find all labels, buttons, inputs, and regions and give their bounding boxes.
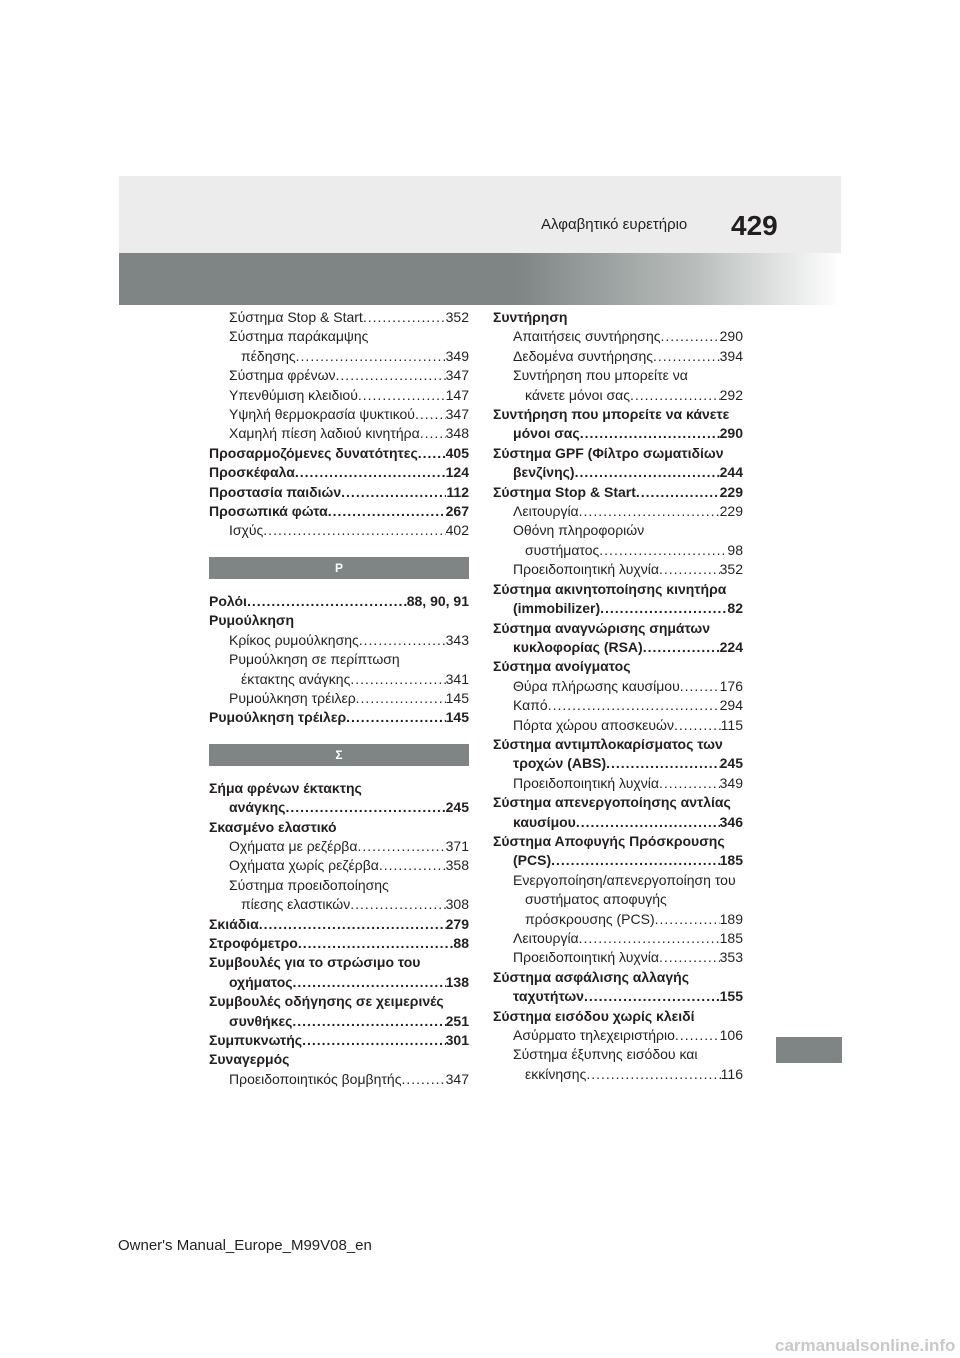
entry-text: Σύστημα Stop & Start: [229, 309, 363, 325]
page-reference[interactable]: 106: [719, 1027, 743, 1044]
page-reference[interactable]: 98: [727, 541, 743, 558]
index-entry-heading: [209, 876, 469, 895]
index-entry[interactable]: [493, 463, 743, 482]
index-entry[interactable]: [209, 347, 469, 366]
dot-leader: [350, 670, 445, 689]
entry-text: Σύστημα παράκαμψης: [229, 328, 369, 345]
index-entry[interactable]: [209, 444, 469, 463]
index-entry-heading: [493, 735, 743, 754]
section-title: Αλφαβητικό ευρετήριο: [541, 216, 688, 233]
index-entry-heading: [209, 611, 469, 630]
index-entry[interactable]: [493, 424, 743, 443]
index-entry[interactable]: [493, 541, 743, 560]
dot-leader: [341, 483, 446, 502]
entry-text: Προειδοποιητικός βομβητής: [229, 1070, 402, 1087]
dot-leader: [247, 592, 407, 611]
page-reference[interactable]: 176: [719, 677, 743, 694]
dot-leader: [350, 895, 445, 914]
dot-leader: [548, 696, 720, 715]
index-entry[interactable]: [493, 754, 743, 773]
dot-leader: [415, 405, 446, 424]
index-entry[interactable]: [493, 1026, 743, 1045]
index-entry-heading: [493, 308, 743, 327]
page-reference[interactable]: 308: [445, 896, 469, 913]
dot-leader: [418, 444, 446, 463]
index-entry-heading: [209, 327, 469, 346]
index-entry[interactable]: [209, 708, 469, 727]
index-entry[interactable]: [209, 592, 469, 611]
entry-text: Οχήματα χωρίς ρεζέρβα: [229, 857, 379, 874]
entry-text: Οθόνη πληροφοριών: [513, 522, 645, 539]
page-reference[interactable]: 352: [719, 561, 743, 578]
index-entry-heading: [209, 953, 469, 972]
entry-text: έκτακτης ανάγκης: [241, 670, 351, 687]
chapter-side-tab[interactable]: [776, 1037, 842, 1063]
page-reference[interactable]: 352: [445, 309, 469, 325]
index-entry-heading: [493, 619, 743, 638]
entry-text: Προειδοποιητική λυχνία: [513, 949, 659, 966]
dot-leader: [636, 483, 720, 502]
index-entry-heading: [493, 968, 743, 987]
entry-text: τροχών (ABS): [513, 755, 607, 772]
entry-text: Σύστημα ανοίγματος: [493, 658, 631, 675]
entry-text: μόνοι σας: [513, 425, 580, 442]
index-column-left: [209, 308, 469, 1089]
index-entry[interactable]: [209, 502, 469, 521]
entry-text: Στροφόμετρο: [209, 934, 298, 951]
entry-text: Σήμα φρένων έκτακτης: [209, 779, 362, 796]
index-entry-heading: [209, 1050, 469, 1069]
entry-text: Σύστημα αναγνώρισης σημάτων: [493, 619, 711, 636]
index-entry-heading: [493, 405, 743, 424]
page-reference[interactable]: 405: [445, 444, 469, 461]
page-reference[interactable]: 294: [719, 697, 743, 714]
header-gradient-bar: [119, 253, 841, 305]
page-reference[interactable]: 347: [445, 406, 469, 423]
entry-text: Σύστημα προειδοποίησης: [229, 876, 389, 893]
index-entry[interactable]: [209, 463, 469, 482]
entry-text: Θύρα πλήρωσης καυσίμου: [513, 677, 680, 694]
page-reference[interactable]: 348: [445, 425, 469, 442]
index-entry-heading: [209, 650, 469, 669]
entry-text: Προσαρμοζόμενες δυνατότητες: [209, 444, 418, 461]
page-reference[interactable]: 301: [445, 1032, 469, 1048]
page-reference[interactable]: 394: [719, 347, 743, 364]
entry-text: Συντήρηση: [493, 309, 568, 325]
entry-text: οχήματος: [229, 973, 293, 990]
entry-text: Σύστημα έξυπνης εισόδου και: [513, 1046, 698, 1063]
dot-leader: [401, 1070, 445, 1089]
page-reference[interactable]: 279: [445, 915, 469, 932]
page-reference[interactable]: 88: [453, 934, 469, 951]
page-reference[interactable]: 341: [445, 670, 469, 687]
entry-text: Προσκέφαλα: [209, 464, 295, 481]
entry-text: Συντήρηση που μπορείτε να κάνετε: [493, 406, 730, 423]
page-reference[interactable]: 189: [719, 910, 743, 927]
index-entry[interactable]: [493, 502, 743, 521]
entry-text: Συμβουλές για το στρώσιμο του: [209, 954, 421, 971]
page-reference[interactable]: 116: [720, 1065, 743, 1082]
index-entry[interactable]: [493, 948, 743, 967]
entry-text: συστήματος αποφυγής: [525, 891, 667, 908]
index-entry[interactable]: [493, 638, 743, 657]
dot-leader: [295, 463, 446, 482]
dot-leader: [584, 987, 720, 1006]
letter-heading: Ρ: [209, 557, 469, 579]
letter-heading: Σ: [209, 744, 469, 766]
index-entry[interactable]: [209, 1031, 469, 1050]
dot-leader: [302, 1031, 446, 1050]
entry-text: Σύστημα αντιμπλοκαρίσματος των: [493, 735, 723, 752]
entry-text: πρόσκρουσης (PCS): [525, 910, 655, 927]
dot-leader: [359, 631, 446, 650]
entry-text: Ρολόι: [209, 592, 247, 609]
page-number: 429: [731, 210, 778, 241]
dot-leader: [328, 502, 446, 521]
dot-leader: [259, 915, 446, 934]
page-reference[interactable]: 292: [719, 386, 743, 403]
entry-text: συνθήκες: [229, 1012, 293, 1029]
page-reference[interactable]: 371: [445, 837, 469, 854]
page-reference[interactable]: 88, 90, 91: [406, 592, 469, 609]
dot-leader: [263, 521, 445, 540]
dot-leader: [675, 1026, 720, 1045]
index-entry[interactable]: [209, 1070, 469, 1089]
index-entry-heading: [493, 580, 743, 599]
entry-text: Πόρτα χώρου αποσκευών: [513, 716, 674, 733]
index-entry-heading: [493, 832, 743, 851]
dot-leader: [606, 754, 720, 773]
index-entry[interactable]: [493, 386, 743, 405]
entry-text: ταχυτήτων: [513, 988, 584, 1005]
index-entry[interactable]: [209, 973, 469, 992]
page-reference[interactable]: 353: [719, 949, 743, 966]
page-reference[interactable]: 115: [720, 716, 743, 733]
dot-leader: [357, 837, 445, 856]
dot-leader: [661, 327, 720, 346]
index-entry[interactable]: [209, 670, 469, 689]
page-reference[interactable]: 347: [445, 367, 469, 384]
entry-text: πέδησης: [241, 347, 296, 364]
index-entry-heading: [209, 992, 469, 1011]
dot-leader: [293, 973, 446, 992]
index-entry[interactable]: [209, 856, 469, 875]
dot-leader: [346, 708, 446, 727]
dot-leader: [285, 798, 445, 817]
entry-text: κάνετε μόνοι σας: [525, 386, 630, 403]
dot-leader: [420, 424, 446, 443]
index-entry[interactable]: [209, 521, 469, 540]
page-reference[interactable]: 346: [719, 813, 743, 830]
entry-text: (PCS): [513, 852, 552, 869]
index-entry[interactable]: [209, 1012, 469, 1031]
dot-leader: [336, 366, 446, 385]
entry-text: πίεσης ελαστικών: [241, 896, 351, 913]
index-entry-heading: [493, 657, 743, 676]
dot-leader: [659, 774, 720, 793]
entry-text: Σύστημα φρένων: [229, 367, 336, 384]
index-entry[interactable]: [209, 798, 469, 817]
index-entry[interactable]: [209, 895, 469, 914]
entry-text: Σύστημα απενεργοποίησης αντλίας: [493, 794, 731, 811]
index-entry-heading: [493, 871, 743, 890]
page-reference[interactable]: 290: [719, 328, 743, 345]
entry-text: Απαιτήσεις συντήρησης: [513, 328, 661, 345]
entry-text: Σύστημα εισόδου χωρίς κλειδί: [493, 1007, 695, 1024]
page-reference[interactable]: 402: [445, 522, 469, 539]
page-reference[interactable]: 112: [446, 483, 469, 500]
index-entry-heading: [493, 793, 743, 812]
entry-text: Λειτουργία: [513, 930, 579, 946]
page-reference[interactable]: 124: [445, 464, 469, 481]
entry-text: Ισχύς: [229, 522, 264, 539]
index-entry[interactable]: [209, 837, 469, 856]
page-reference[interactable]: 229: [719, 503, 743, 520]
dot-leader: [659, 948, 720, 967]
dot-leader: [579, 502, 720, 521]
entry-text: Οχήματα με ρεζέρβα: [229, 837, 358, 854]
dot-leader: [296, 347, 446, 366]
dot-leader: [643, 638, 720, 657]
index-entry[interactable]: [209, 405, 469, 424]
dot-leader: [298, 934, 454, 953]
dot-leader: [363, 308, 446, 327]
entry-text: Σύστημα Stop & Start: [493, 483, 636, 500]
entry-text: Συναγερμός: [209, 1051, 290, 1068]
page-reference[interactable]: 290: [719, 425, 743, 442]
dot-leader: [579, 929, 720, 948]
entry-text: Δεδομένα συντήρησης: [513, 347, 653, 364]
entry-text: κυκλοφορίας (RSA): [513, 638, 643, 655]
dot-leader: [600, 599, 727, 618]
index-entry[interactable]: [493, 910, 743, 929]
entry-text: Σύστημα Αποφυγής Πρόσκρουσης: [493, 832, 725, 849]
index-entry[interactable]: [493, 483, 743, 502]
index-entry[interactable]: [209, 915, 469, 934]
page-reference[interactable]: 245: [719, 755, 743, 772]
index-entry[interactable]: [209, 483, 469, 502]
dot-leader: [680, 677, 720, 696]
index-entry[interactable]: [209, 934, 469, 953]
page-reference[interactable]: 155: [719, 988, 743, 1005]
index-entry[interactable]: [493, 774, 743, 793]
index-entry-heading: [209, 818, 469, 837]
page-reference[interactable]: 347: [445, 1070, 469, 1087]
entry-text: Ρυμούλκηση τρέιλερ: [209, 709, 347, 726]
index-entry-heading: [493, 521, 743, 540]
page-reference[interactable]: 145: [445, 709, 469, 726]
index-entry[interactable]: [209, 424, 469, 443]
dot-leader: [674, 716, 721, 735]
dot-leader: [630, 386, 720, 405]
index-entry[interactable]: [493, 347, 743, 366]
index-entry[interactable]: [493, 677, 743, 696]
index-entry[interactable]: [493, 716, 743, 735]
footer-manual-id: Owner's Manual_Europe_M99V08_en: [118, 1237, 372, 1254]
page-reference[interactable]: 229: [719, 483, 743, 500]
page-reference[interactable]: 358: [445, 857, 469, 874]
entry-text: Καπό: [513, 697, 548, 714]
dot-leader: [653, 347, 720, 366]
entry-text: Συντήρηση που μπορείτε να: [513, 367, 688, 384]
page-reference[interactable]: 349: [719, 774, 743, 791]
dot-leader: [356, 689, 446, 708]
entry-text: Σύστημα ασφάλισης αλλαγής: [493, 968, 689, 985]
page-reference[interactable]: 224: [719, 638, 743, 655]
page-reference[interactable]: 349: [445, 347, 469, 364]
entry-text: (immobilizer): [513, 600, 601, 617]
page-reference[interactable]: 138: [445, 973, 469, 990]
page-reference[interactable]: 145: [445, 689, 469, 706]
index-entry[interactable]: [493, 599, 743, 618]
dot-leader: [655, 910, 720, 929]
index-entry[interactable]: [493, 696, 743, 715]
entry-text: καυσίμου: [513, 813, 576, 830]
watermark: carmanualsonline.info: [775, 1336, 956, 1355]
index-entry[interactable]: [209, 308, 469, 327]
entry-text: Λειτουργία: [513, 503, 579, 520]
index-column-right: [493, 308, 743, 1084]
index-entry-heading: [209, 779, 469, 798]
page-reference[interactable]: 343: [445, 631, 469, 648]
index-entry-heading: [493, 890, 743, 909]
entry-text: Σκασμένο ελαστικό: [209, 818, 337, 835]
entry-text: Χαμηλή πίεση λαδιού κινητήρα: [229, 425, 420, 442]
page-reference[interactable]: 185: [719, 852, 743, 869]
dot-leader: [599, 541, 727, 560]
index-entry[interactable]: [209, 631, 469, 650]
index-entry-heading: [493, 366, 743, 385]
page-reference[interactable]: 245: [445, 799, 469, 816]
entry-text: Κρίκος ρυμούλκησης: [229, 631, 359, 648]
entry-text: Προειδοποιητική λυχνία: [513, 774, 659, 791]
entry-text: Ρυμούλκηση: [209, 612, 295, 629]
dot-leader: [580, 424, 720, 443]
entry-text: Συμβουλές οδήγησης σε χειμερινές: [209, 993, 444, 1010]
index-entry[interactable]: [493, 813, 743, 832]
index-entry[interactable]: [493, 560, 743, 579]
dot-leader: [575, 463, 720, 482]
dot-leader: [586, 1065, 720, 1084]
page-reference[interactable]: 82: [727, 600, 743, 617]
entry-text: Σύστημα GPF (Φίλτρο σωματιδίων: [493, 444, 724, 461]
index-entry-heading: [493, 1045, 743, 1064]
entry-text: Σύστημα ακινητοποίησης κινητήρα: [493, 580, 727, 597]
page-reference[interactable]: 244: [719, 464, 743, 481]
index-entry-heading: [493, 444, 743, 463]
entry-text: Υπενθύμιση κλειδιού: [229, 386, 358, 403]
index-entry[interactable]: [493, 851, 743, 870]
entry-text: Ασύρματο τηλεχειριστήριο: [513, 1027, 675, 1044]
page-reference[interactable]: 267: [445, 503, 469, 520]
page-reference[interactable]: 251: [445, 1012, 469, 1029]
entry-text: Υψηλή θερμοκρασία ψυκτικού: [229, 406, 415, 423]
page-reference[interactable]: 185: [719, 930, 743, 946]
index-entry[interactable]: [209, 386, 469, 405]
page-reference[interactable]: 147: [445, 386, 469, 403]
dot-leader: [379, 856, 446, 875]
dot-leader: [576, 813, 720, 832]
entry-text: Ρυμούλκηση σε περίπτωση: [229, 651, 400, 668]
index-entry[interactable]: [493, 1065, 743, 1084]
index-entry[interactable]: [493, 327, 743, 346]
entry-text: Προστασία παιδιών: [209, 483, 342, 500]
entry-text: Ενεργοποίηση/απενεργοποίηση του: [513, 871, 736, 888]
entry-text: συστήματος: [525, 541, 600, 558]
index-entry[interactable]: [493, 987, 743, 1006]
entry-text: Συμπυκνωτής: [209, 1032, 303, 1048]
entry-text: Προειδοποιητική λυχνία: [513, 561, 659, 578]
entry-text: βενζίνης): [513, 464, 575, 481]
index-entry[interactable]: [493, 929, 743, 948]
dot-leader: [358, 386, 446, 405]
entry-text: εκκίνησης: [525, 1065, 587, 1082]
dot-leader: [659, 560, 720, 579]
index-entry[interactable]: [209, 366, 469, 385]
entry-text: Ρυμούλκηση τρέιλερ: [229, 689, 356, 706]
entry-text: ανάγκης: [229, 799, 286, 816]
dot-leader: [292, 1012, 445, 1031]
entry-text: Σκιάδια: [209, 915, 259, 932]
dot-leader: [551, 851, 720, 870]
index-entry[interactable]: [209, 689, 469, 708]
index-entry-heading: [493, 1007, 743, 1026]
entry-text: Προσωπικά φώτα: [209, 503, 328, 520]
